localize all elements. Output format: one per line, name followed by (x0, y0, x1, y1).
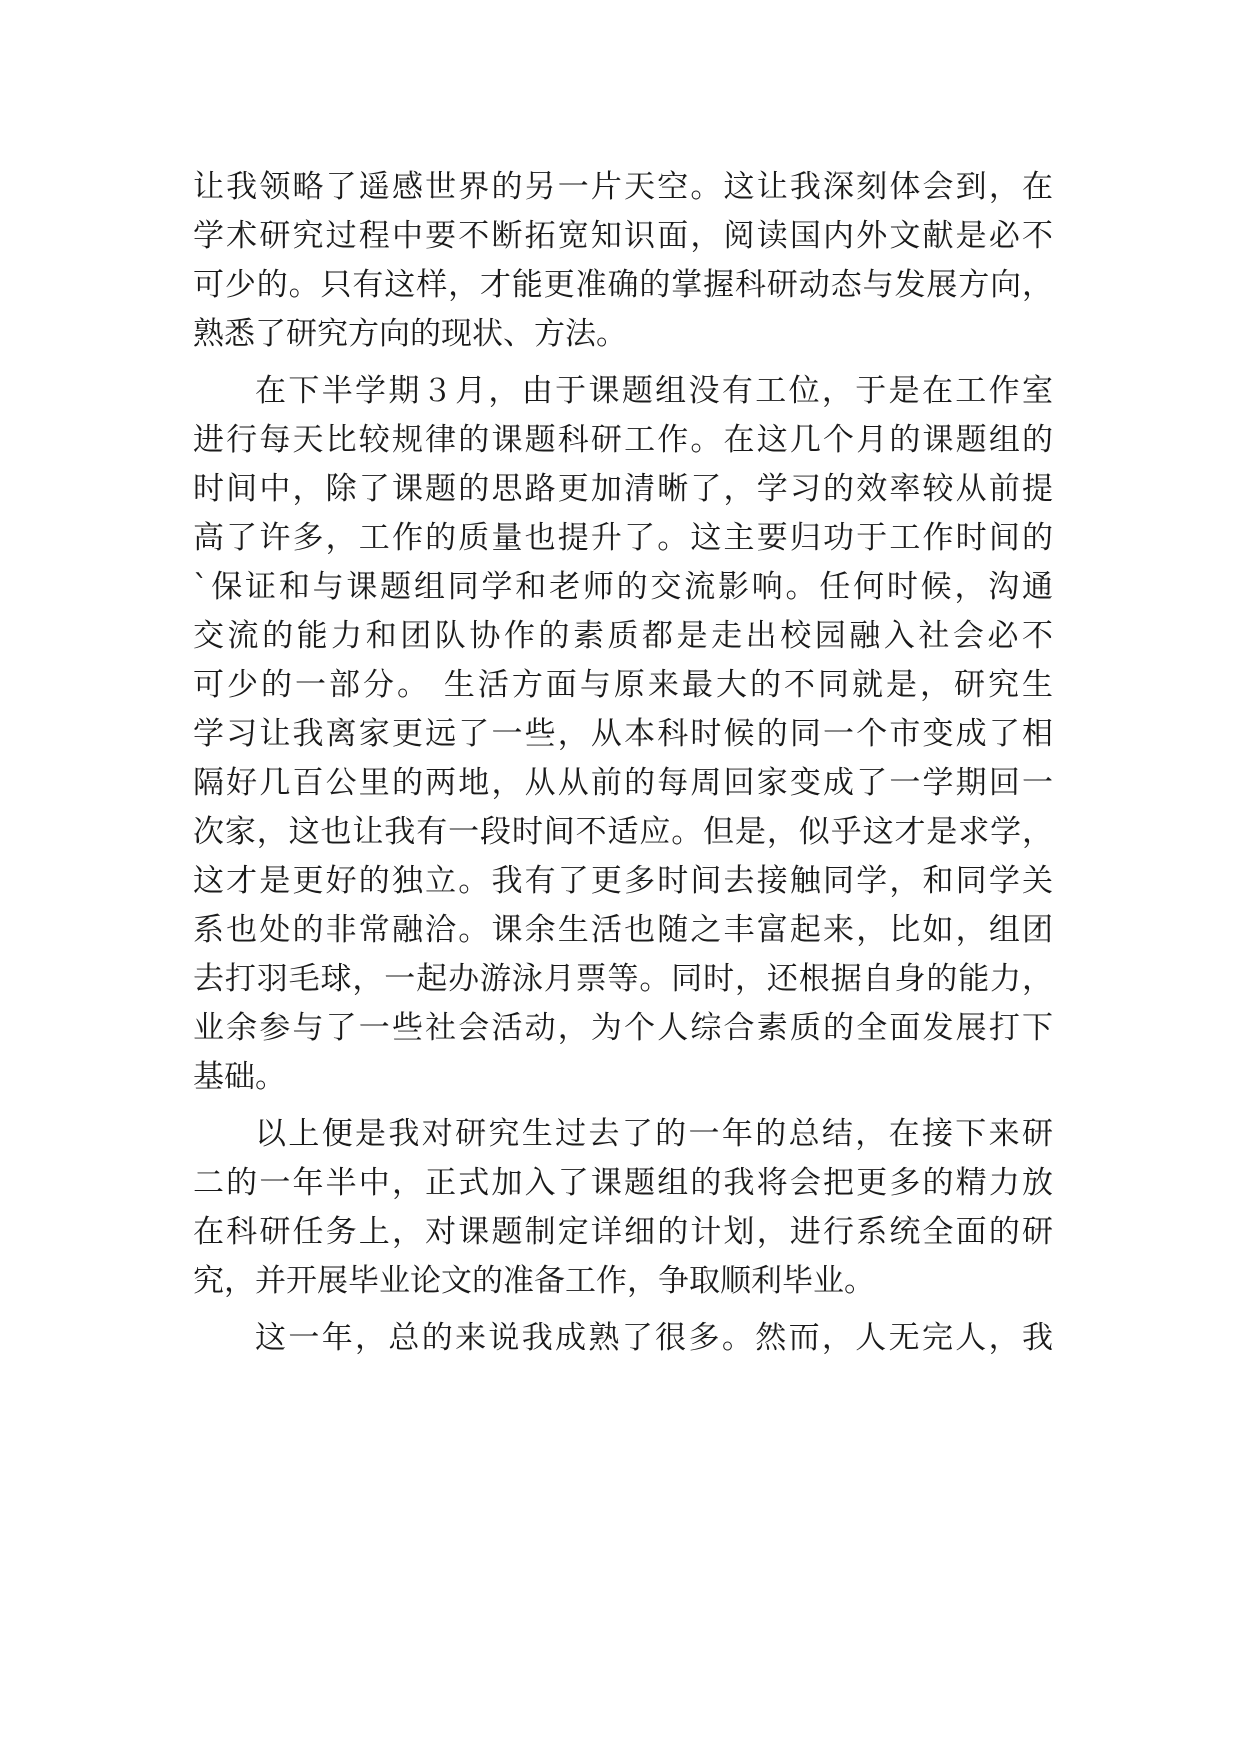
paragraph-gap (193, 359, 1053, 367)
text-line: 二的一年半中，正式加入了课题组的我将会把更多的精力放 (193, 1165, 1053, 1201)
text-line: 可少的。只有这样，才能更准确的掌握科研动态与发展方向， (193, 267, 1053, 303)
text-line: 可少的一部分。 生活方面与原来最大的不同就是，研究生 (193, 667, 1053, 703)
text-line: 熟悉了研究方向的现状、方法。 (193, 316, 627, 352)
text-line: 去打羽毛球，一起办游泳月票等。同时，还根据自身的能力， (193, 961, 1053, 997)
text-line: 基础。 (193, 1059, 286, 1095)
text-line: 时间中，除了课题的思路更加清晰了，学习的效率较从前提 (193, 471, 1053, 507)
text-line: 在下半学期３月，由于课题组没有工位，于是在工作室 (255, 373, 1053, 409)
text-line: 这一年，总的来说我成熟了很多。然而，人无完人，我 (255, 1320, 1053, 1356)
document-body (193, 163, 1053, 1363)
text-line: 让我领略了遥感世界的另一片天空。这让我深刻体会到，在 (193, 169, 1053, 205)
paragraph-gap (193, 1306, 1053, 1314)
text-line: 隔好几百公里的两地，从从前的每周回家变成了一学期回一 (193, 765, 1053, 801)
text-line: 系也处的非常融洽。课余生活也随之丰富起来，比如，组团 (193, 912, 1053, 948)
text-line: 高了许多，工作的质量也提升了。这主要归功于工作时间的 (193, 520, 1053, 556)
text-line: 这才是更好的独立。我有了更多时间去接触同学，和同学关 (193, 863, 1053, 899)
text-line: 业余参与了一些社会活动，为个人综合素质的全面发展打下 (193, 1010, 1053, 1046)
text-line: 进行每天比较规律的课题科研工作。在这几个月的课题组的 (193, 422, 1053, 458)
text-line: 究，并开展毕业论文的准备工作，争取顺利毕业。 (193, 1263, 875, 1299)
text-line: 交流的能力和团队协作的素质都是走出校园融入社会必不 (193, 618, 1053, 654)
text-line: 在科研任务上，对课题制定详细的计划，进行系统全面的研 (193, 1214, 1053, 1250)
text-line: 次家，这也让我有一段时间不适应。但是，似乎这才是求学， (193, 814, 1053, 850)
text-line: 学术研究过程中要不断拓宽知识面，阅读国内外文献是必不 (193, 218, 1053, 254)
text-line: 以上便是我对研究生过去了的一年的总结，在接下来研 (255, 1116, 1053, 1152)
text-line: 学习让我离家更远了一些，从本科时候的同一个市变成了相 (193, 716, 1053, 752)
text-line: `保证和与课题组同学和老师的交流影响。任何时候，沟通 (193, 569, 1053, 605)
paragraph-gap (193, 1102, 1053, 1110)
